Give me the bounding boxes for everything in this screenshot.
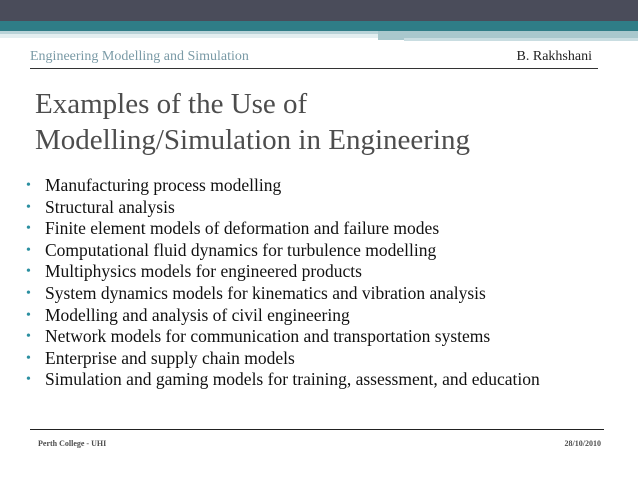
list-item-text: Finite element models of deformation and failure modes xyxy=(45,218,440,239)
list-item xyxy=(26,219,582,238)
slide-title xyxy=(35,86,615,158)
list-item xyxy=(26,176,582,195)
bullet-icon: • xyxy=(26,307,31,323)
slide-header xyxy=(30,48,598,69)
bullet-icon: • xyxy=(26,199,31,215)
bullet-icon: • xyxy=(26,372,31,388)
bullet-icon: • xyxy=(26,285,31,301)
list-item-text: Modelling and analysis of civil engineering xyxy=(45,304,350,325)
list-item-text: Computational fluid dynamics for turbulence modelling xyxy=(45,239,437,260)
bullet-list xyxy=(26,176,582,392)
footer-institution: Perth College - UHI xyxy=(38,439,107,448)
bullet-icon: • xyxy=(26,221,31,237)
list-item xyxy=(26,349,582,368)
list-item-text: Multiphysics models for engineered products xyxy=(45,261,362,282)
footer-date: 28/10/2010 xyxy=(564,439,601,448)
slide-title-line-1: Examples of the Use of xyxy=(35,88,308,120)
bullet-icon: • xyxy=(26,350,31,366)
list-item xyxy=(26,327,582,346)
bullet-icon: • xyxy=(26,242,31,258)
list-item xyxy=(26,370,582,389)
list-item-text: Simulation and gaming models for training, assessment, and education xyxy=(45,369,540,390)
slide-title-line-2: Modelling/Simulation in Engineering xyxy=(35,124,470,156)
bullet-icon: • xyxy=(26,264,31,280)
list-item-text: Structural analysis xyxy=(45,196,175,217)
list-item xyxy=(26,306,582,325)
list-item-text: Network models for communication and transportation systems xyxy=(45,326,491,347)
list-item xyxy=(26,198,582,217)
bullet-icon: • xyxy=(26,329,31,345)
list-item xyxy=(26,284,582,303)
author-name: B. Rakhshani xyxy=(516,49,592,64)
list-item xyxy=(26,262,582,281)
bullet-icon: • xyxy=(26,178,31,193)
footer-divider xyxy=(30,429,604,430)
header-decoration-bars xyxy=(0,0,638,44)
course-title: Engineering Modelling and Simulation xyxy=(30,49,249,64)
list-item-text: System dynamics models for kinematics and vibration analysis xyxy=(45,282,486,303)
list-item-text: Manufacturing process modelling xyxy=(45,175,282,195)
list-item xyxy=(26,241,582,260)
list-item-text: Enterprise and supply chain models xyxy=(45,347,295,368)
